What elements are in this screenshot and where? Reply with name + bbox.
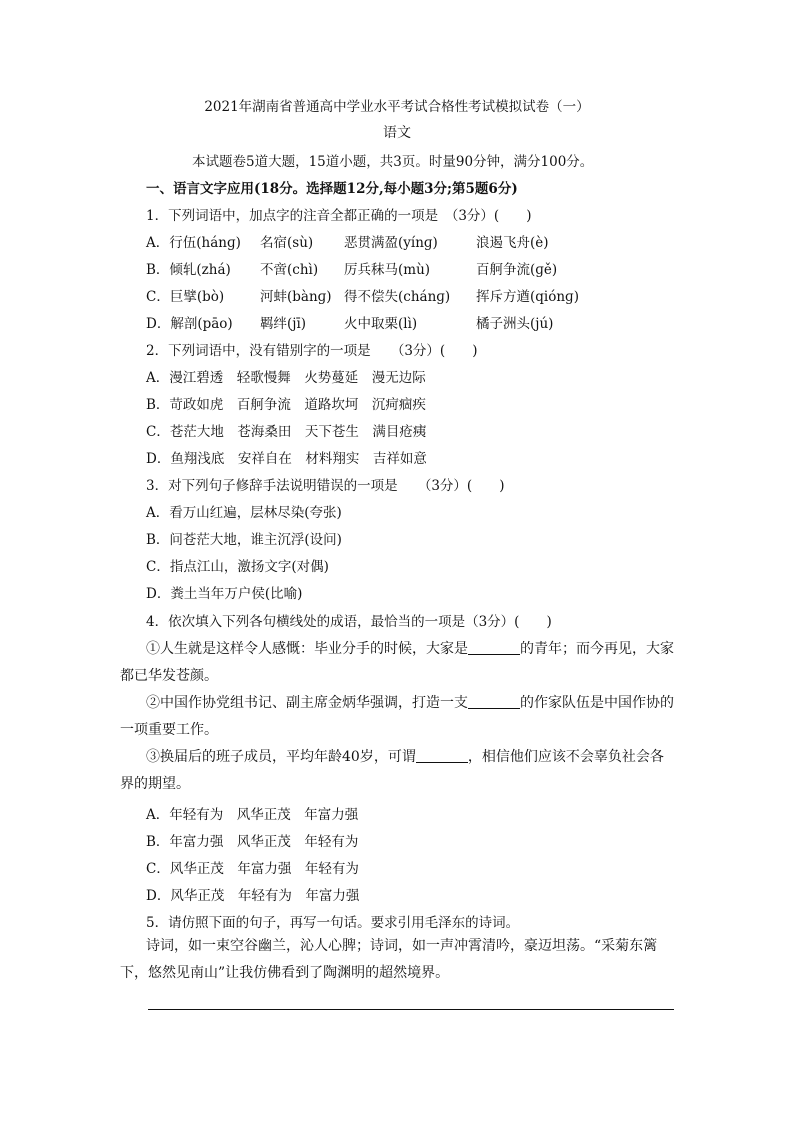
question-4-option-b: B．年富力强 风华正茂 年轻有为 — [146, 834, 359, 850]
option-item: D．解剖(pāo) — [146, 316, 233, 332]
option-item: 挥斥方遒(qiónɡ) — [476, 289, 579, 305]
example-text: 诗词，如一束空谷幽兰，沁人心脾；诗词，如一声冲霄清吟，豪迈坦荡。“采菊东篱下，悠然见南山”让我仿佛看到了陶渊明的超然境界。 — [120, 938, 658, 981]
option-item: 火中取栗(lì) — [344, 316, 418, 332]
option-item: 河蚌(bànɡ) — [260, 289, 332, 305]
option-item: 橘子洲头(jú) — [476, 316, 554, 332]
question-4-option-d: D．风华正茂 年轻有为 年富力强 — [146, 888, 360, 904]
option-item: 浪遏飞舟(è) — [476, 235, 549, 251]
question-3-option-d: D．粪土当年万户侯(比喻) — [146, 586, 303, 602]
option-item: 名宿(sù) — [260, 235, 314, 251]
question-5-stem: 5．请仿照下面的句子，再写一句话。要求引用毛泽东的诗词。 — [146, 915, 520, 931]
question-2-option-b: B．苛政如虎 百舸争流 道路坎坷 沉疴痼疾 — [146, 397, 426, 413]
option-item: 厉兵秣马(mù) — [344, 262, 431, 278]
question-3-option-c: C．指点江山，激扬文字(对偶) — [146, 559, 329, 575]
fill-blank[interactable] — [468, 694, 520, 709]
question-4-sentence-3 — [120, 744, 676, 798]
question-4-option-c: C．风华正茂 年富力强 年轻有为 — [146, 861, 359, 877]
question-4-sentence-1 — [120, 636, 676, 690]
question-5-example — [120, 933, 676, 987]
question-3-option-b: B．问苍茫大地，谁主沉浮(设问) — [146, 532, 342, 548]
fill-blank[interactable] — [468, 640, 520, 655]
fill-blank[interactable] — [416, 748, 468, 763]
option-item: A．行伍(hánɡ) — [146, 235, 241, 251]
answer-line[interactable] — [148, 1009, 674, 1010]
question-4-option-a: A．年轻有为 风华正茂 年富力强 — [146, 807, 359, 823]
question-2-option-c: C．苍茫大地 苍海桑田 天下苍生 满目疮痍 — [146, 424, 427, 440]
option-item: 羁绊(jī) — [260, 316, 307, 332]
sentence-text: 的作家队伍是中国作协的一项重要工作。 — [120, 695, 674, 738]
option-item: 百舸争流(ɡě) — [476, 262, 558, 278]
question-3-stem: 3．对下列句子修辞手法说明错误的一项是 （3分）( ) — [146, 478, 505, 494]
option-item: 不啻(chì) — [260, 262, 319, 278]
sentence-text: 的青年；而今再见，大家都已华发苍颜。 — [120, 641, 674, 684]
question-4-stem: 4．依次填入下列各句横线处的成语，最恰当的一项是（3分）( ) — [146, 614, 552, 630]
subject-title: 语文 — [383, 125, 411, 141]
exam-title: 2021年湖南省普通高中学业水平考试合格性考试模拟试卷（一） — [204, 99, 590, 115]
sentence-text: ，相信他们应该不会辜负社会各界的期望。 — [120, 749, 664, 792]
question-2-option-a: A．漫江碧透 轻歌慢舞 火势蔓延 漫无边际 — [146, 370, 426, 386]
option-item: B．倾轧(zhá) — [146, 262, 231, 278]
option-item: 得不偿失(chánɡ) — [344, 289, 451, 305]
question-4-sentence-2 — [120, 690, 676, 744]
section-heading: 一、语言文字应用(18分。选择题12分,每小题3分;第5题6分) — [146, 181, 518, 197]
question-3-option-a: A．看万山红遍，层林尽染(夸张) — [146, 505, 342, 521]
option-item: 恶贯满盈(yínɡ) — [344, 235, 438, 251]
option-item: C．巨擘(bò) — [146, 289, 225, 305]
question-2-stem: 2．下列词语中，没有错别字的一项是 （3分）( ) — [146, 343, 478, 359]
sentence-text: ②中国作协党组书记、副主席金炳华强调，打造一支 — [146, 695, 468, 711]
question-1-stem: 1．下列词语中，加点字的注音全都正确的一项是 （3分）( ) — [146, 208, 532, 224]
question-2-option-d: D．鱼翔浅底 安祥自在 材料翔实 吉祥如意 — [146, 451, 427, 467]
sentence-text: ③换届后的班子成员，平均年龄40岁，可谓 — [146, 749, 416, 765]
exam-intro: 本试题卷5道大题，15道小题，共3页。时量90分钟，满分100分。 — [192, 154, 594, 170]
sentence-text: ①人生就是这样令人感慨：毕业分手的时候，大家是 — [146, 641, 468, 657]
